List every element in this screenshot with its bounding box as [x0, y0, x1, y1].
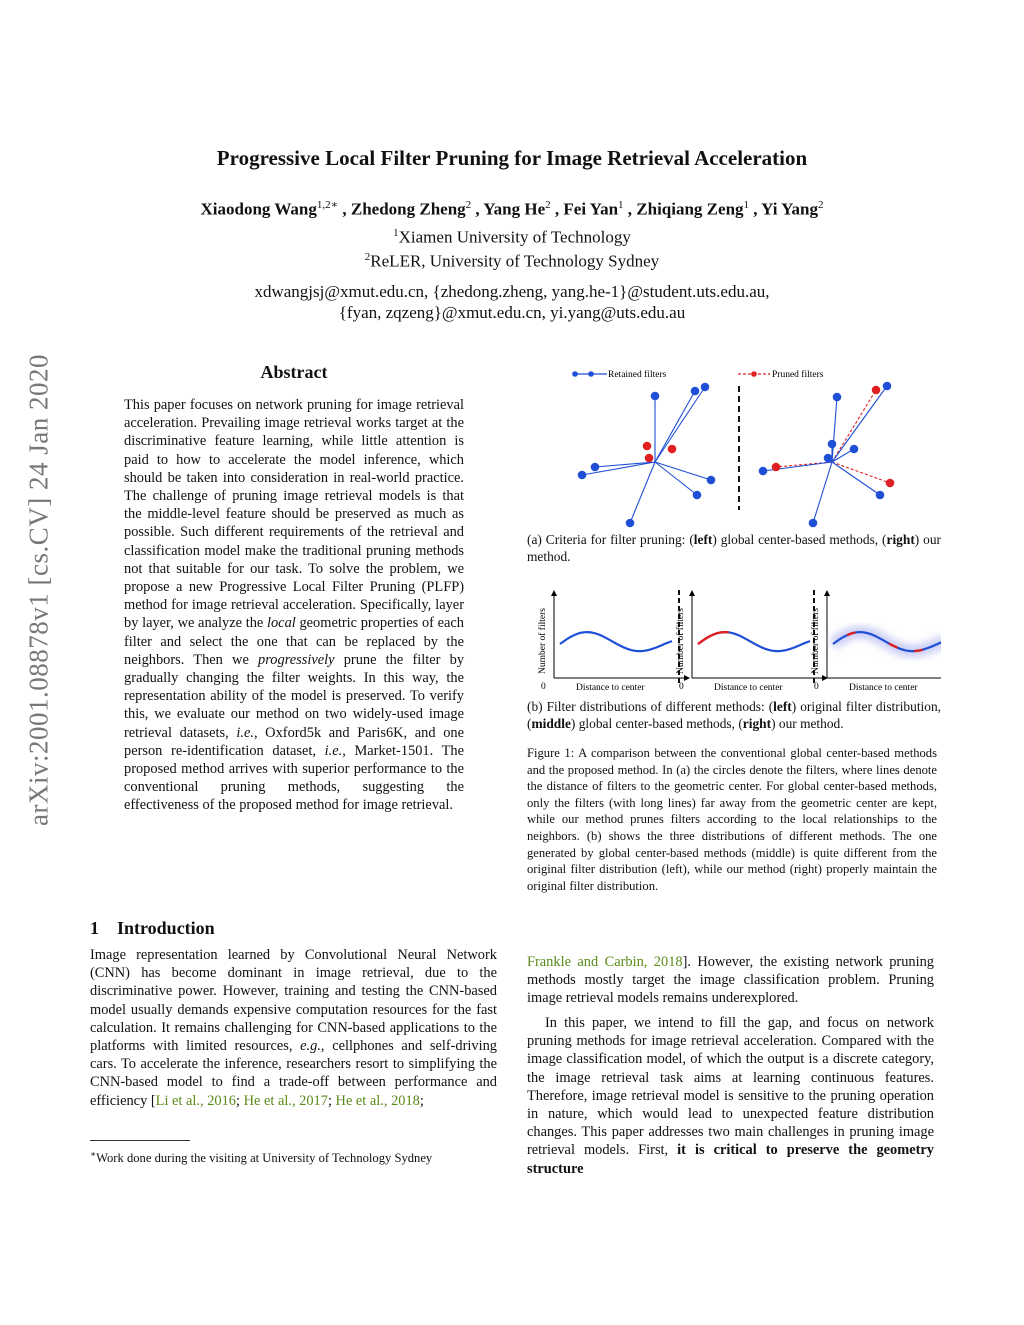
intro-continued-paragraph: Frankle and Carbin, 2018]. However, the existing network pruning methods mostly target the image classification problem. Pruning image retrieval models remains underexplored. — [527, 954, 934, 1007]
legend-pruned-label: Pruned filters — [772, 370, 824, 380]
distance-line — [655, 462, 711, 480]
x-axis-label: Distance to center — [576, 683, 645, 693]
retained-filter-dot — [578, 471, 587, 480]
author-name: Zhedong Zheng — [350, 199, 466, 219]
retained-filter-dot — [850, 445, 859, 454]
origin-label: 0 — [541, 682, 546, 692]
citation-link[interactable]: Li et al., 2016 — [155, 1092, 236, 1109]
author-name: Yi Yang — [761, 199, 818, 219]
retained-filter-dot — [626, 519, 635, 528]
figure-1-caption: Figure 1: A comparison between the conventional global center-based methods and the proposed method. In (a) the circles denote the filters, where lines denote the distance of filters to the geometric center. For global center-based methods, only the filters (with long lines) far away from the geometric center are kept, while our method prunes filters according to the local relationships to the neighbors. (b) shows the three distributions of different methods. The one generated by global center-based methods (middle) is quite different from the original filter distribution (left), while our method (right) properly maintain the original filter distribution. — [527, 746, 937, 893]
email-line-1: xdwangjsj@xmut.edu.cn, {zhedong.zheng, yang.he-1}@student.uts.edu.au, — [254, 282, 770, 301]
retained-filter-dot — [809, 519, 818, 528]
pruned-segment — [698, 632, 729, 644]
legend-pruned-dot — [751, 371, 757, 377]
legend-retained-dot — [588, 371, 594, 377]
citation-link[interactable]: He et al., 2017 — [243, 1092, 328, 1109]
figure-1a-diagram — [527, 360, 941, 530]
retained-filter-dot — [693, 491, 702, 500]
y-axis-label: Number of filters — [538, 608, 548, 674]
figure-1b-distributions — [527, 588, 941, 694]
paper-title: Progressive Local Filter Pruning for Image Retrieval Acceleration — [216, 146, 808, 170]
figure-1a-caption: (a) Criteria for filter pruning: (left) global center-based methods, (right) our method. — [527, 532, 941, 564]
distance-line — [595, 462, 655, 467]
citation-link[interactable]: Frankle and Carbin, 2018 — [527, 954, 683, 970]
intro-second-paragraph: In this paper, we intend to fill the gap, and focus on network pruning methods for image retrieval acceleration. Compared with the image classification model, of which the output is a discrete category, the image retrieval task aims at learning continuous features. Therefore, image retrieval model is sensitive to the pruning operation in nature, which would lead to unexpected feature distribution changes. This paper addresses two main challenges in pruning image retrieval models. First, it is critical to preserve the geometry structure — [527, 1015, 935, 1177]
author-list: Xiaodong Wang$^{1,2∗}$ , Zhedong Zheng$^2$ , Yang He$^2$ , Fei Yan$^1$ , Zhiqiang Zeng$^1$ , Yi Yang$^2$ — [200, 199, 824, 219]
retained-filter-dot — [707, 476, 716, 485]
author-affiliation-mark: 1 — [743, 199, 750, 211]
retained-filter-dot — [824, 454, 833, 463]
author-affiliation-mark: 2 — [465, 199, 472, 211]
local-pruning-cluster — [759, 382, 895, 528]
author-affiliation-mark: 2 — [545, 199, 551, 211]
pruned-filter-dot — [643, 442, 652, 451]
abstract-heading: Abstract — [260, 362, 328, 382]
retained-filter-dot — [759, 467, 768, 476]
origin-label: 0 — [814, 682, 819, 692]
y-axis-label: Number of filters — [811, 608, 821, 674]
abstract-text: This paper focuses on network pruning for image retrieval acceleration. Prevailing image retrieval works target at the discriminative feature learning, while little attention is paid to how to accelerate the model inference, which should be taken into consideration in real-world practice. The challenge of pruning image retrieval models is that the middle-level feature should be preserved as much as possible. Such different requirements of the retrieval and classification model make the traditional pruning methods not that suitable for our task. To solve the problem, we propose a new Progressive Local Filter Pruning (PLFP) method for image retrieval acceleration. Specifically, layer by layer, we analyze the local geometric properties of each filter and select the one that can be replaced by the neighbors. Then we progressively prune the filter by gradually changing the filter weights. In this way, the representation ability of the model is preserved. To verify this, we evaluate our method on two widely-used image retrieval datasets, i.e., Oxford5k and Paris6K, and one person re-identification dataset, i.e., Market-1501. The proposed method arrives with superior performance to the conventional pruning methods, suggesting the effectiveness of the proposed method for image retrieval. — [124, 397, 465, 814]
author-name: Zhiqiang Zeng — [636, 199, 744, 219]
retained-filter-dot — [883, 382, 892, 391]
distance-line — [655, 387, 705, 462]
intro-paragraph: Image representation learned by Convolutional Neural Network (CNN) has become dominant in image retrieval, due to the discriminative power. However, training and testing the CNN-based model usually demands expensive computation resources for the fast calculation. It remains challenging for CNN-based applications to the platforms with limited resources, e.g., cellphones and self-driving cars. To accelerate the inference, researchers resort to simplifying the CNN-based model to find a trade-off between performance and efficiency [Li et al., 2016; He et al., 2017; He et al., 2018; — [90, 947, 497, 1109]
retained-filter-dot — [876, 491, 885, 500]
citation-link[interactable]: He et al., 2018 — [335, 1092, 420, 1109]
author-name: Yang He — [483, 199, 546, 219]
distance-line — [630, 462, 655, 523]
retained-filter-dot — [691, 387, 700, 396]
pruned-filter-dot — [872, 386, 881, 395]
section-heading-introduction: 1 Introduction — [90, 918, 215, 938]
author-name: Xiaodong Wang — [200, 199, 317, 219]
retained-filter-dot — [833, 393, 842, 402]
pruned-filter-dot — [772, 463, 781, 472]
distribution-curve — [560, 632, 672, 651]
distribution-panel-2 — [675, 590, 828, 693]
legend-retained-label: Retained filters — [608, 370, 667, 380]
author-affiliation-mark: 1,2∗ — [316, 199, 339, 211]
pruned-filter-dot — [886, 479, 895, 488]
figure-1b-caption: (b) Filter distributions of different methods: (left) original filter distribution, (middle) global center-based methods, (right) our method. — [527, 699, 941, 731]
distribution-panel-1 — [537, 590, 690, 693]
retained-filter-dot — [591, 463, 600, 472]
retained-filter-dot — [701, 383, 710, 392]
pruned-distance-line — [832, 462, 890, 483]
author-affiliation-mark: 1 — [618, 199, 624, 211]
legend-retained-dot — [572, 371, 578, 377]
x-axis-label: Distance to center — [714, 683, 783, 693]
arxiv-identifier: arXiv:2001.08878v1 [cs.CV] 24 Jan 2020 — [23, 354, 54, 826]
distance-line — [832, 397, 837, 462]
affiliation-1: $^1$Xiamen University of Technology — [393, 227, 631, 247]
distance-line — [655, 462, 697, 495]
distribution-panel-3 — [810, 590, 941, 693]
pruned-filter-dot — [645, 454, 654, 463]
author-name: Fei Yan — [563, 199, 619, 219]
y-axis-label: Number of filters — [676, 608, 686, 674]
origin-label: 0 — [679, 682, 684, 692]
email-line-2: {fyan, zqzeng}@xmut.edu.cn, yi.yang@uts.edu.au — [338, 303, 686, 322]
global-center-cluster — [578, 383, 716, 528]
affiliation-2: $^2$ReLER, University of Technology Sydney — [364, 251, 660, 271]
retained-filter-dot — [651, 392, 660, 401]
pruned-segment — [914, 650, 922, 651]
footnote-rule — [90, 1140, 190, 1141]
author-affiliation-mark: 2 — [818, 199, 824, 211]
x-axis-label: Distance to center — [849, 683, 918, 693]
retained-filter-dot — [828, 440, 837, 449]
footnote: ∗Work done during the visiting at University of Technology Sydney — [90, 1149, 433, 1166]
distance-line — [832, 462, 880, 495]
distance-line — [813, 462, 832, 523]
pruned-filter-dot — [668, 445, 677, 454]
